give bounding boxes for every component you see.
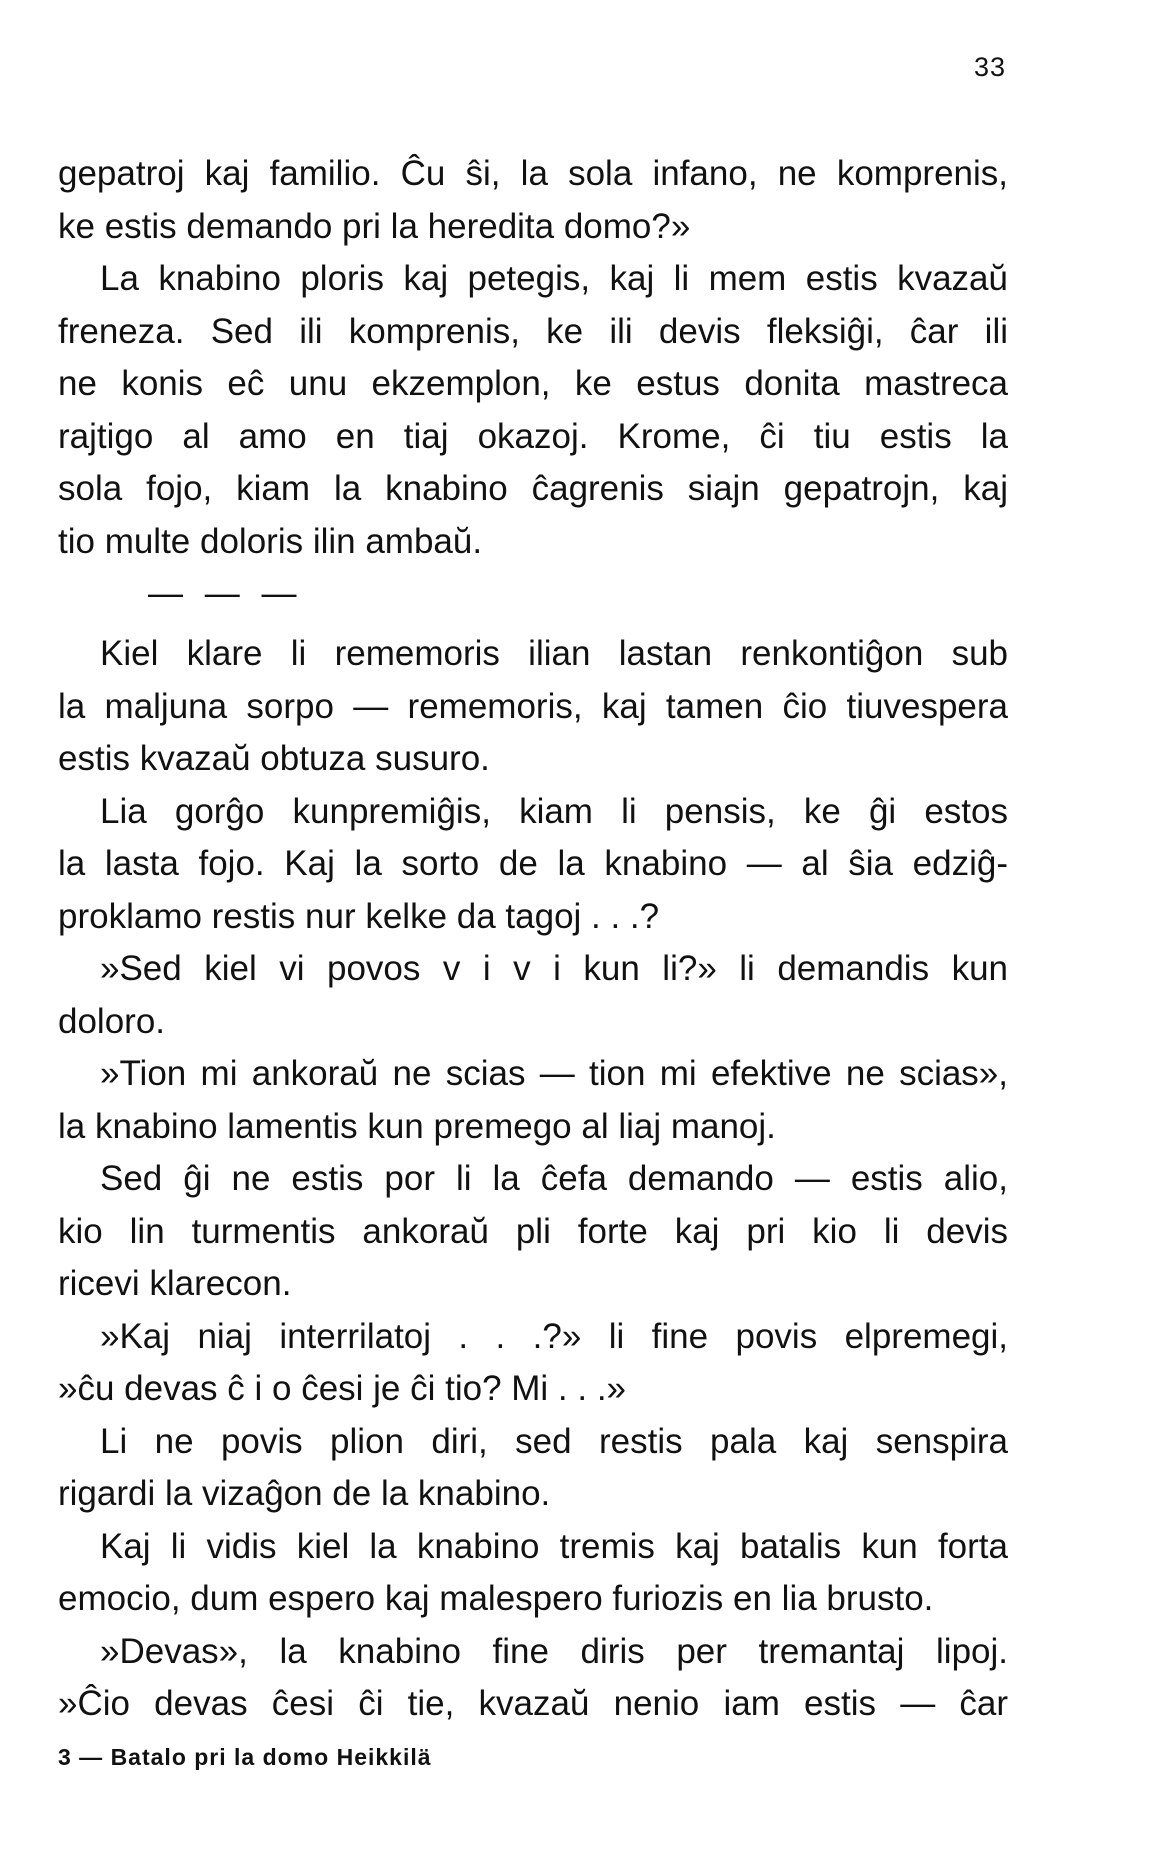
text-line: kio lin turmentis ankoraŭ pli forte kaj pri kio li devis (58, 1211, 1008, 1251)
text-line: freneza. Sed ili komprenis, ke ili devis fleksiĝi, ĉar ili (58, 311, 1008, 351)
text-line: Kaj li vidis kiel la knabino tremis kaj batalis kun forta (100, 1526, 1008, 1566)
text-line: rigardi la vizaĝon de la knabino. (58, 1474, 551, 1513)
text-line: Li ne povis plion diri, sed restis pala kaj senspira (100, 1421, 1008, 1461)
text-line: sola fojo, kiam la knabino ĉagrenis siajn gepatrojn, kaj (58, 469, 1008, 508)
signature-footer: 3 — Batalo pri la domo Heikkilä (58, 1744, 432, 1770)
text-line: »Sed kiel vi povos v i v i kun li?» li demandis kun (100, 949, 1008, 988)
page-number: 33 (973, 52, 1006, 82)
text-line: emocio, dum espero kaj malespero furiozis en lia brusto. (58, 1579, 934, 1618)
text-line: rajtigo al amo en tiaj okazoj. Krome, ĉi tiu estis la (58, 416, 1008, 456)
text-line: La knabino ploris kaj petegis, kaj li mem estis kvazaŭ (100, 259, 1008, 298)
text-line: Kiel klare li rememoris ilian lastan renkontiĝon sub (100, 634, 1008, 673)
text-line: ricevi klarecon. (58, 1264, 292, 1303)
page-body (58, 148, 1008, 1731)
text-line: la maljuna sorpo — rememoris, kaj tamen ĉio tiuvespera (58, 686, 1008, 726)
text-block-after-separator (58, 628, 1008, 1731)
text-line: »Kaj niaj interrilatoj . . .?» li fine povis elpremegi, (100, 1316, 1008, 1356)
text-block-before-separator (58, 148, 1008, 568)
text-line: ne konis eĉ unu ekzemplon, ke estus donita mastreca (58, 364, 1008, 403)
text-line: la lasta fojo. Kaj la sorto de la knabino — al ŝia edziĝ- (58, 844, 1008, 883)
text-line: »Devas», la knabino fine diris per tremantaj lipoj. (100, 1631, 1008, 1671)
text-line: Lia gorĝo kunpremiĝis, kiam li pensis, ke ĝi estos (100, 791, 1008, 831)
text-line: estis kvazaŭ obtuza susuro. (58, 739, 490, 778)
text-line: Sed ĝi ne estis por li la ĉefa demando — estis alio, (100, 1159, 1008, 1198)
text-line: »Tion mi ankoraŭ ne scias — tion mi efektive ne scias», (100, 1054, 1008, 1093)
text-line: ke estis demando pri la heredita domo?» (58, 206, 691, 246)
text-line: tio multe doloris ilin ambaŭ. (58, 521, 483, 561)
text-line: »ĉu devas ĉ i o ĉesi je ĉi tio? Mi . . .» (58, 1369, 627, 1408)
book-page (58, 0, 1008, 1858)
text-line: doloro. (58, 1001, 166, 1041)
text-line: gepatroj kaj familio. Ĉu ŝi, la sola infano, ne komprenis, (58, 154, 1008, 193)
section-separator: — — — (148, 574, 303, 613)
text-line: proklamo restis nur kelke da tagoj . . .? (58, 896, 660, 936)
text-line: la knabino lamentis kun premego al liaj manoj. (58, 1106, 776, 1146)
text-line: »Ĉio devas ĉesi ĉi tie, kvazaŭ nenio iam estis — ĉar (58, 1684, 1008, 1723)
